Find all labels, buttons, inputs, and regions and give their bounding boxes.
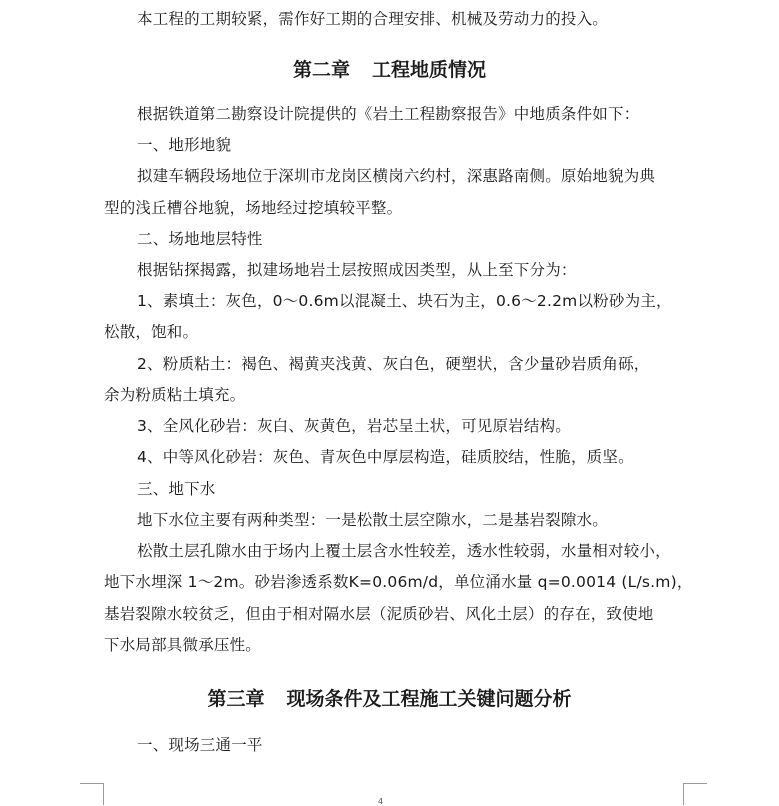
section-heading-strata: 二、场地地层特性 [137, 230, 263, 248]
list-item-1: 1、素填土：灰色，0～0.6m以混凝土、块石为主，0.6～2.2m以粉砂为主， [137, 292, 672, 310]
chapter-3-heading [0, 687, 779, 711]
section-heading-terrain: 一、地形地貌 [137, 136, 232, 154]
crop-mark-bottom-left-v [103, 783, 104, 805]
paragraph-line: 根据钻探揭露，拟建场地岩土层按照成因类型，从上至下分为： [137, 261, 577, 279]
paragraph-line: 根据铁道第二勘察设计院提供的《岩土工程勘察报告》中地质条件如下： [137, 105, 640, 123]
chapter-2-title: 工程地质情况 [372, 59, 487, 81]
crop-mark-bottom-right-h [683, 783, 707, 784]
chapter-2-heading [0, 58, 779, 82]
paragraph-line: 余为粉质粘土填充。 [104, 386, 246, 404]
paragraph-line: 本工程的工期较紧，需作好工期的合理安排、机械及劳动力的投入。 [137, 10, 609, 28]
paragraph-line: 型的浅丘槽谷地貌，场地经过挖填较平整。 [104, 199, 403, 217]
list-item-3: 3、全风化砂岩：灰白、灰黄色，岩芯呈土状，可见原岩结构。 [137, 417, 571, 435]
section-heading-site-prep: 一、现场三通一平 [137, 736, 263, 754]
list-item-4: 4、中等风化砂岩：灰色、青灰色中厚层构造，硅质胶结，性脆，质坚。 [137, 448, 634, 466]
paragraph-line: 下水局部具微承压性。 [104, 636, 262, 654]
page-number-mark: 4 [378, 797, 384, 806]
paragraph-line: 拟建车辆段场地位于深圳市龙岗区横岗六约村，深惠路南侧。原始地貌为典 [137, 167, 656, 185]
section-heading-groundwater: 三、地下水 [137, 480, 216, 498]
chapter-3-number: 第三章 [207, 688, 265, 710]
chapter-3-title: 现场条件及工程施工关键问题分析 [286, 688, 572, 710]
paragraph-line: 松散，饱和。 [104, 323, 199, 341]
crop-mark-bottom-left-h [80, 783, 104, 784]
paragraph-line: 地下水埋深 1～2m。砂岩渗透系数K=0.06m/d，单位涌水量 q=0.0014 (L/s.m)， [104, 573, 693, 591]
crop-mark-bottom-right-v [683, 783, 684, 805]
paragraph-line: 地下水位主要有两种类型：一是松散土层空隙水，二是基岩裂隙水。 [137, 511, 609, 529]
paragraph-line: 基岩裂隙水较贫乏，但由于相对隔水层（泥质砂岩、风化土层）的存在，致使地 [104, 605, 654, 623]
chapter-2-number: 第二章 [292, 59, 350, 81]
list-item-2: 2、粉质粘土：褐色、褐黄夹浅黄、灰白色，硬塑状，含少量砂岩质角砾， [137, 355, 650, 373]
paragraph-line: 松散土层孔隙水由于场内上覆土层含水性较差，透水性较弱，水量相对较小， [137, 542, 671, 560]
